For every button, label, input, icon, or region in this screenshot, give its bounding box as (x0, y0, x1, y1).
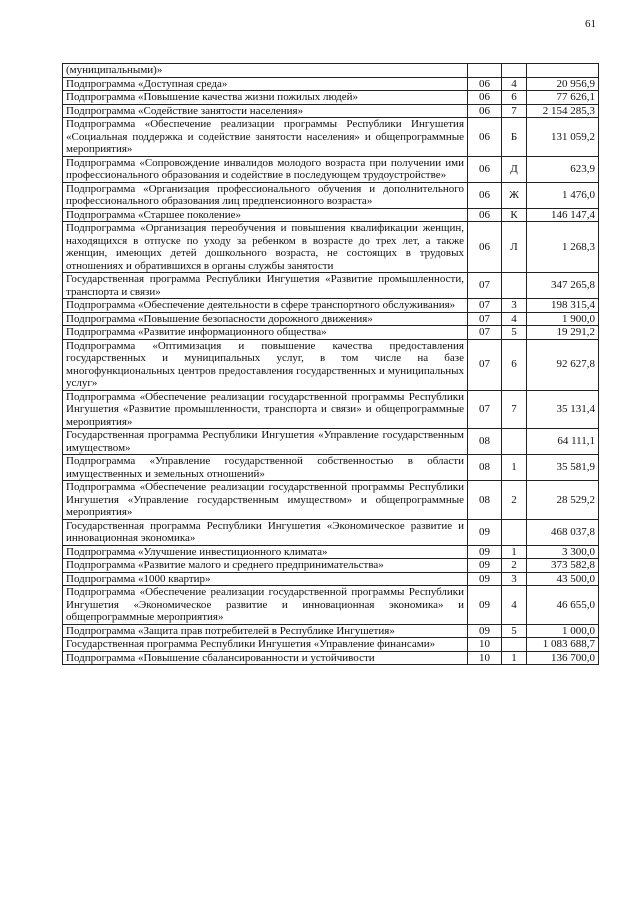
program-code: 10 (468, 651, 502, 665)
program-code: 08 (468, 455, 502, 481)
program-code: 07 (468, 312, 502, 326)
program-code: 06 (468, 156, 502, 182)
program-code: 08 (468, 481, 502, 520)
subprogram-code: 4 (502, 312, 527, 326)
table-row (63, 559, 599, 573)
subprogram-code: Л (502, 222, 527, 273)
program-code: 08 (468, 429, 502, 455)
row-name: Подпрограмма «Развитие малого и среднего предпринимательства» (63, 559, 468, 573)
program-code: 09 (468, 559, 502, 573)
table-row (63, 64, 599, 78)
amount: 1 000,0 (527, 624, 599, 638)
table-row (63, 273, 599, 299)
amount: 35 131,4 (527, 390, 599, 429)
subprogram-code (502, 64, 527, 78)
amount: 64 111,1 (527, 429, 599, 455)
row-name: Подпрограмма «Развитие информационного общества» (63, 326, 468, 340)
subprogram-code (502, 638, 527, 652)
program-code: 09 (468, 624, 502, 638)
amount: 1 268,3 (527, 222, 599, 273)
table-row (63, 638, 599, 652)
row-name: Подпрограмма «Содействие занятости населения» (63, 104, 468, 118)
subprogram-code (502, 273, 527, 299)
budget-table (62, 63, 599, 665)
amount: 35 581,9 (527, 455, 599, 481)
amount: 146 147,4 (527, 208, 599, 222)
amount: 77 626,1 (527, 91, 599, 105)
page-number: 61 (585, 18, 596, 30)
program-code: 09 (468, 572, 502, 586)
program-code: 06 (468, 118, 502, 157)
amount: 46 655,0 (527, 586, 599, 625)
program-code: 09 (468, 586, 502, 625)
table-row (63, 455, 599, 481)
subprogram-code (502, 429, 527, 455)
subprogram-code: 2 (502, 481, 527, 520)
row-name: Подпрограмма «Сопровождение инвалидов молодого возраста при получении ими профессионального образования и содействие в последующем трудоустройстве» (63, 156, 468, 182)
table-row (63, 572, 599, 586)
table-row (63, 519, 599, 545)
table-row (63, 481, 599, 520)
amount: 92 627,8 (527, 339, 599, 390)
table-row (63, 545, 599, 559)
program-code: 06 (468, 182, 502, 208)
program-code: 07 (468, 390, 502, 429)
row-name: Подпрограмма «Доступная среда» (63, 77, 468, 91)
amount: 1 083 688,7 (527, 638, 599, 652)
amount: 20 956,9 (527, 77, 599, 91)
table-row (63, 586, 599, 625)
row-name: Государственная программа Республики Ингушетия «Развитие промышленности, транспорта и связи» (63, 273, 468, 299)
row-name: Государственная программа Республики Ингушетия «Управление государственным имуществом» (63, 429, 468, 455)
row-name: Подпрограмма «Повышение качества жизни пожилых людей» (63, 91, 468, 105)
amount: 43 500,0 (527, 572, 599, 586)
subprogram-code: 2 (502, 559, 527, 573)
subprogram-code: 6 (502, 91, 527, 105)
amount: 623,9 (527, 156, 599, 182)
row-name: Подпрограмма «Оптимизация и повышение качества предоставления государственных и муниципальных услуг, в том числе на базе многофункциональных центров предоставления государственных и муниципальных услуг» (63, 339, 468, 390)
subprogram-code: 1 (502, 455, 527, 481)
subprogram-code: Ж (502, 182, 527, 208)
table-row (63, 208, 599, 222)
subprogram-code: 3 (502, 299, 527, 313)
subprogram-code: 6 (502, 339, 527, 390)
amount: 28 529,2 (527, 481, 599, 520)
program-code: 10 (468, 638, 502, 652)
program-code: 06 (468, 104, 502, 118)
row-name: Подпрограмма «1000 квартир» (63, 572, 468, 586)
subprogram-code: 1 (502, 545, 527, 559)
program-code: 09 (468, 545, 502, 559)
subprogram-code: К (502, 208, 527, 222)
row-name: Подпрограмма «Управление государственной собственностью в области имущественных и земельных отношений» (63, 455, 468, 481)
amount: 136 700,0 (527, 651, 599, 665)
budget-table-body (63, 64, 599, 665)
table-row (63, 91, 599, 105)
amount: 131 059,2 (527, 118, 599, 157)
table-row (63, 624, 599, 638)
row-name: Подпрограмма «Улучшение инвестиционного климата» (63, 545, 468, 559)
program-code: 09 (468, 519, 502, 545)
row-name: Государственная программа Республики Ингушетия «Экономическое развитие и инновационная экономика» (63, 519, 468, 545)
table-row (63, 390, 599, 429)
table-row (63, 299, 599, 313)
program-code: 07 (468, 273, 502, 299)
subprogram-code: 5 (502, 326, 527, 340)
program-code: 06 (468, 91, 502, 105)
row-name: Подпрограмма «Обеспечение реализации программы Республики Ингушетия «Социальная поддержка и содействие занятости населения» и общепрограммные мероприятия» (63, 118, 468, 157)
row-name: Подпрограмма «Обеспечение деятельности в сфере транспортного обслуживания» (63, 299, 468, 313)
subprogram-code (502, 519, 527, 545)
amount: 468 037,8 (527, 519, 599, 545)
table-row (63, 104, 599, 118)
table-row (63, 651, 599, 665)
row-name: Подпрограмма «Обеспечение реализации государственной программы Республики Ингушетия «Развитие промышленности, транспорта и связи» и общепрограммные мероприятия» (63, 390, 468, 429)
amount: 373 582,8 (527, 559, 599, 573)
row-name: Подпрограмма «Повышение безопасности дорожного движения» (63, 312, 468, 326)
program-code: 07 (468, 339, 502, 390)
row-name: Подпрограмма «Обеспечение реализации государственной программы Республики Ингушетия «Экономическое развитие и инновационная экономика» и общепрограммные мероприятия» (63, 586, 468, 625)
amount: 1 476,0 (527, 182, 599, 208)
row-name: Подпрограмма «Защита прав потребителей в Республике Ингушетия» (63, 624, 468, 638)
subprogram-code: 1 (502, 651, 527, 665)
row-name: Государственная программа Республики Ингушетия «Управление финансами» (63, 638, 468, 652)
amount (527, 64, 599, 78)
row-name: Подпрограмма «Повышение сбалансированности и устойчивости (63, 651, 468, 665)
subprogram-code: 7 (502, 104, 527, 118)
amount: 198 315,4 (527, 299, 599, 313)
subprogram-code: 3 (502, 572, 527, 586)
program-code: 06 (468, 222, 502, 273)
subprogram-code: 4 (502, 586, 527, 625)
subprogram-code: 5 (502, 624, 527, 638)
program-code: 07 (468, 326, 502, 340)
table-row (63, 118, 599, 157)
table-row (63, 429, 599, 455)
program-code: 06 (468, 208, 502, 222)
row-name: Подпрограмма «Обеспечение реализации государственной программы Республики Ингушетия «Управление государственным имуществом» и общепрограммные мероприятия» (63, 481, 468, 520)
table-row (63, 339, 599, 390)
row-name: Подпрограмма «Организация переобучения и повышения квалификации женщин, находящихся в отпуске по уходу за ребенком в возрасте до трех лет, а также женщин, имеющих детей дошкольного возраста, не состоящих в трудовых отношениях и обратившихся в органы службы занятости (63, 222, 468, 273)
table-row (63, 312, 599, 326)
row-name: Подпрограмма «Старшее поколение» (63, 208, 468, 222)
amount: 347 265,8 (527, 273, 599, 299)
program-code (468, 64, 502, 78)
row-name: (муниципальными)» (63, 64, 468, 78)
table-row (63, 156, 599, 182)
subprogram-code: Б (502, 118, 527, 157)
subprogram-code: 4 (502, 77, 527, 91)
table-row (63, 182, 599, 208)
table-row (63, 326, 599, 340)
program-code: 07 (468, 299, 502, 313)
subprogram-code: Д (502, 156, 527, 182)
row-name: Подпрограмма «Организация профессионального обучения и дополнительного профессионального образования лиц предпенсионного возраста» (63, 182, 468, 208)
table-row (63, 77, 599, 91)
amount: 19 291,2 (527, 326, 599, 340)
amount: 3 300,0 (527, 545, 599, 559)
amount: 2 154 285,3 (527, 104, 599, 118)
table-row (63, 222, 599, 273)
amount: 1 900,0 (527, 312, 599, 326)
program-code: 06 (468, 77, 502, 91)
subprogram-code: 7 (502, 390, 527, 429)
